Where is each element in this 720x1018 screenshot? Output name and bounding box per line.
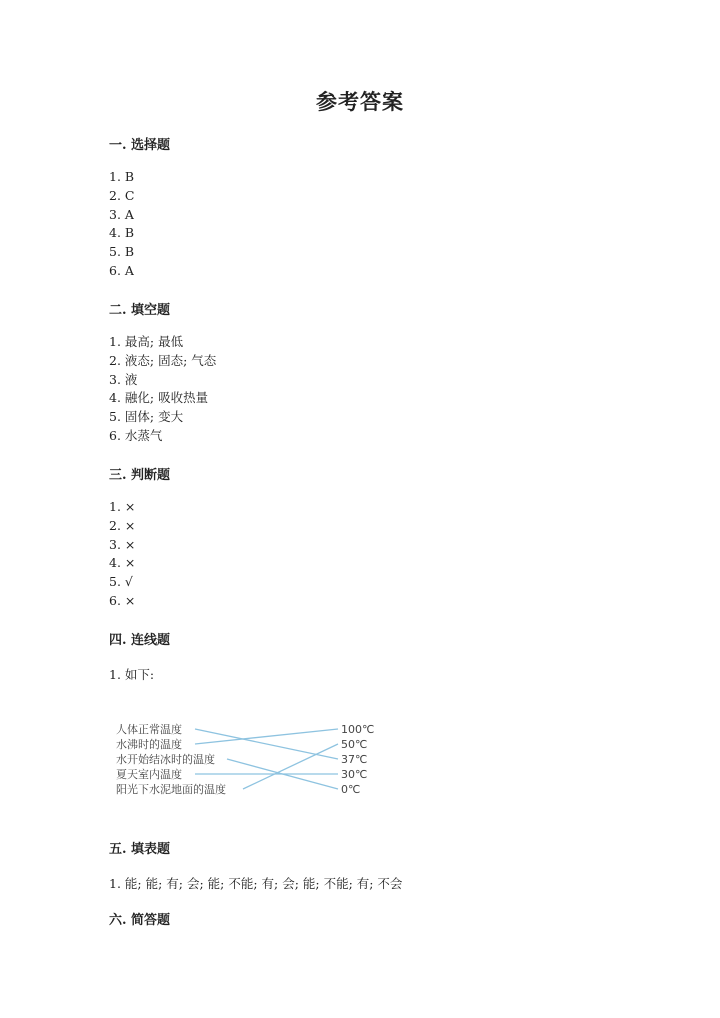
diagram-left-label: 阳光下水泥地面的温度: [116, 783, 226, 796]
section-heading-judge: 三. 判断题: [109, 468, 171, 483]
section-heading-matching: 四. 连线题: [109, 633, 171, 648]
list-item: 4. B: [109, 225, 135, 241]
page-title: 参考答案: [316, 89, 404, 114]
list-item: 3. A: [109, 206, 134, 222]
diagram-left-label: 夏天室内温度: [116, 768, 182, 781]
list-item: 6. A: [109, 262, 134, 278]
diagram-right-label: 30℃: [341, 768, 368, 781]
list-item: 1. B: [109, 169, 135, 184]
list-item: 4. 融化; 吸收热量: [109, 390, 209, 406]
list-item: 2. C: [109, 187, 135, 203]
list-item: 5. B: [109, 244, 135, 260]
list-item: 2. ×: [109, 517, 136, 533]
diagram-left-label: 人体正常温度: [116, 723, 182, 736]
list-item: 1. ×: [109, 499, 136, 514]
section-heading-short-answer: 六. 简答题: [109, 913, 171, 928]
diagram-left-label: 水开始结冰时的温度: [116, 753, 215, 766]
list-item: 1. 最高; 最低: [109, 334, 184, 349]
diagram-right-label: 37℃: [341, 753, 368, 766]
list-item: 5. 固体; 变大: [109, 409, 184, 425]
diagram-right-label: 100℃: [341, 723, 375, 736]
list-item: 4. ×: [109, 555, 136, 571]
diagram-right-label: 0℃: [341, 783, 361, 796]
list-item: 3. ×: [109, 536, 136, 552]
section-heading-choice: 一. 选择题: [109, 138, 171, 153]
judge-answers: [109, 498, 135, 611]
fill-answers: [109, 333, 216, 446]
matching-diagram: [112, 718, 382, 802]
list-item: 6. ×: [109, 592, 136, 608]
list-item: 3. 液: [109, 371, 138, 387]
section-heading-table: 五. 填表题: [109, 842, 171, 857]
list-item: 5. √: [109, 574, 133, 590]
connector-line: [195, 729, 338, 744]
diagram-left-label: 水沸时的温度: [116, 738, 182, 751]
list-item: 6. 水蒸气: [109, 427, 163, 443]
diagram-right-label: 50℃: [341, 738, 368, 751]
connector-line: [243, 744, 338, 789]
list-item: 2. 液态; 固态; 气态: [109, 352, 217, 368]
section-heading-fill: 二. 填空题: [109, 303, 171, 318]
choice-answers: [109, 168, 134, 281]
matching-answer: 1. 如下:: [109, 667, 155, 682]
table-answer: 1. 能; 能; 有; 会; 能; 不能; 有; 会; 能; 不能; 有; 不会: [109, 876, 403, 891]
